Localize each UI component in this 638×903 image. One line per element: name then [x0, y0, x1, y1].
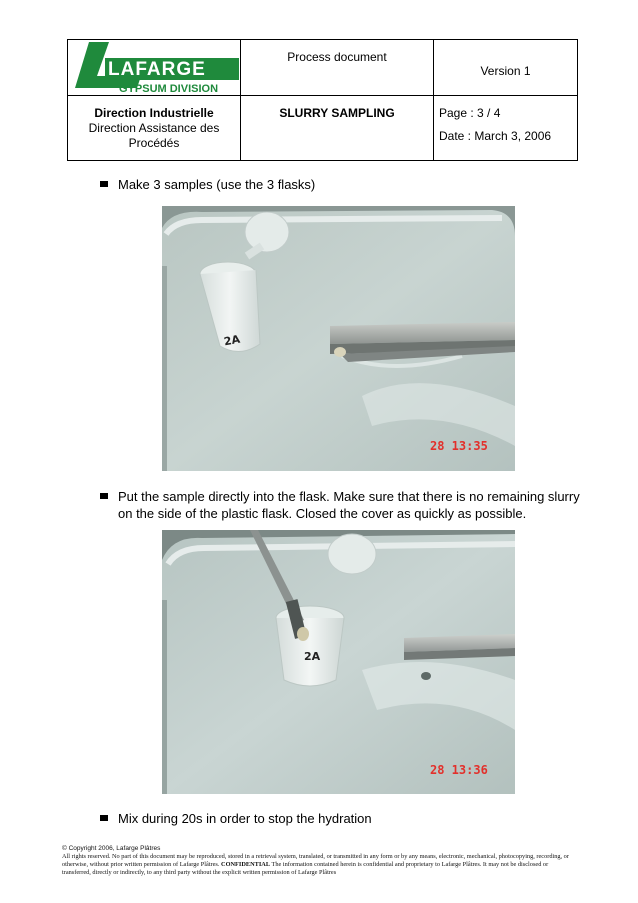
photo-flask-and-spatula — [162, 206, 515, 471]
direction-subtitle-2: Procédés — [128, 136, 180, 150]
step-1-text: Make 3 samples (use the 3 flasks) — [118, 177, 316, 192]
bullet-icon — [100, 181, 108, 187]
flask-label: 2A — [222, 332, 242, 349]
copyright-footer — [62, 845, 582, 877]
rights-line-1: All rights reserved. No part of this document may be reproduced, stored in a retrieval system, translated, or transmitted in any form or by any means, electronic, mechanical, photocopying, recording, or — [62, 853, 569, 860]
direction-title: Direction Industrielle — [94, 106, 214, 120]
document-header-table — [67, 39, 578, 161]
version: Version 1 — [480, 64, 531, 78]
page-number: Page : 3 / 4 — [439, 106, 501, 120]
step-3-text: Mix during 20s in order to stop the hydration — [118, 811, 372, 826]
bullet-icon — [100, 493, 108, 499]
photo-timestamp: 28 13:36 — [430, 763, 488, 777]
header-divider — [433, 40, 434, 160]
rights-line-2: otherwise, without prior written permission of Lafarge Plâtres. CONFIDENTIAL The information contained herein is confidential and proprietary to Lafarge Plâtres. It may not be disclosed or — [62, 861, 549, 868]
flask-label: 2A — [304, 650, 321, 663]
photo-sample-into-flask — [162, 530, 515, 794]
photo-timestamp: 28 13:35 — [430, 439, 488, 453]
lafarge-logo — [71, 42, 239, 94]
confidential-label: CONFIDENTIAL — [221, 861, 271, 868]
logo-division-text: GYPSUM DIVISION — [119, 83, 219, 94]
step-2-text: Put the sample directly into the flask. Make sure that there is no remaining slurry on the side of the plastic flask. Closed the cover as quickly as possible. — [118, 489, 580, 521]
bullet-icon — [100, 815, 108, 821]
header-divider — [68, 95, 577, 96]
document-title: SLURRY SAMPLING — [279, 106, 395, 120]
rights-line-3: transferred, directly or indirectly, to any third party without the explicit written permission of Lafarge Plâtres — [62, 869, 337, 876]
direction-subtitle-1: Direction Assistance des — [88, 121, 220, 135]
doc-type: Process document — [287, 50, 387, 64]
copyright-line: © Copyright 2006, Lafarge Plâtres — [62, 845, 161, 852]
document-date: Date : March 3, 2006 — [439, 129, 552, 143]
logo-brand-text: LAFARGE — [108, 59, 206, 80]
